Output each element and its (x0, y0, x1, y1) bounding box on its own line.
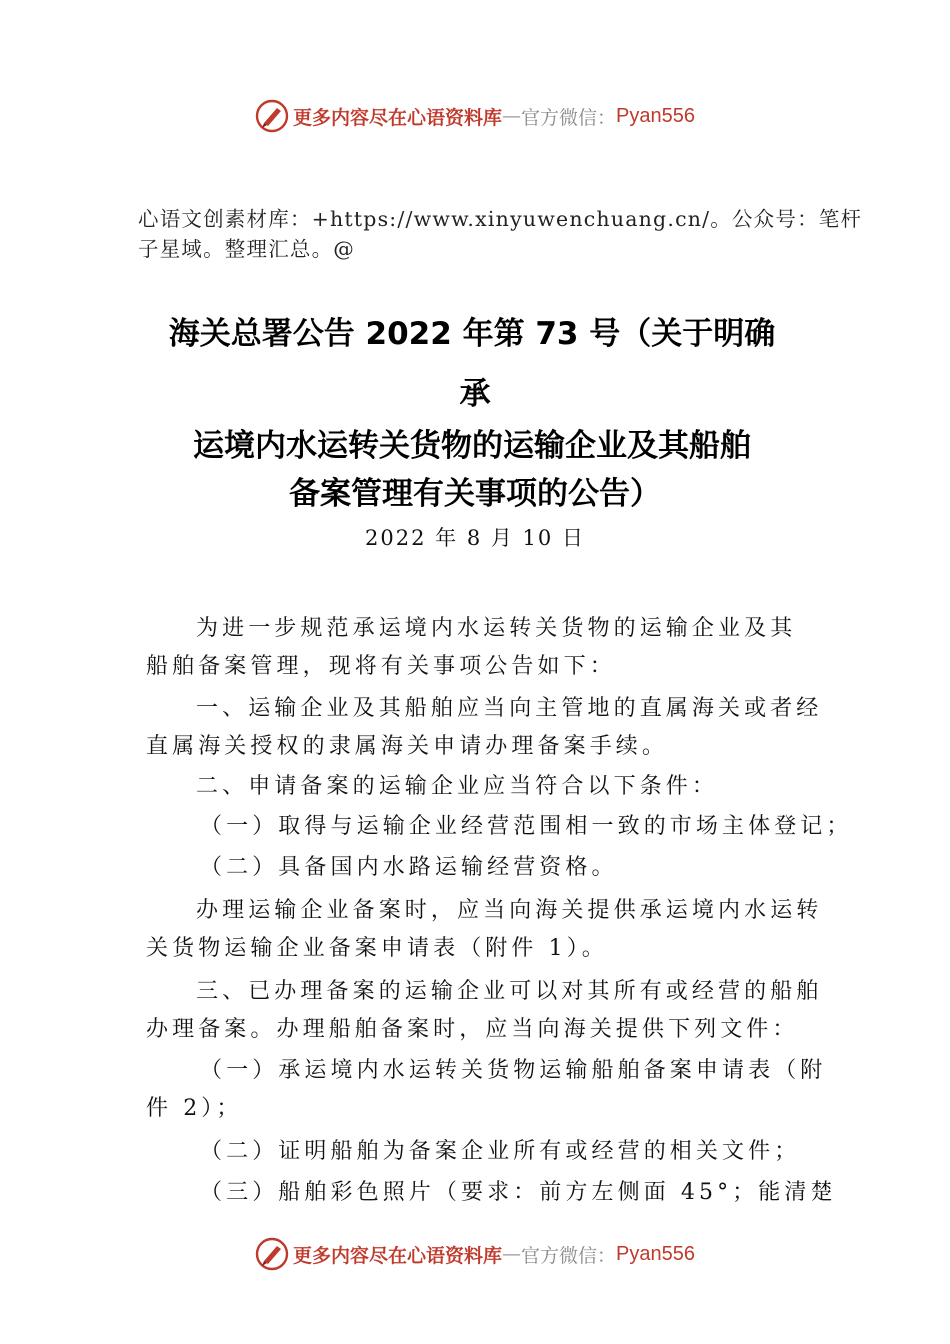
banner-wechat-id: Pyan556 (616, 104, 695, 127)
paragraph-2-line-1: 一、运输企业及其船舶应当向主管地的直属海关或者经 (196, 696, 823, 721)
paragraph-1-line-2: 船舶备案管理，现将有关事项公告如下： (146, 654, 616, 679)
paragraph-7-line-1: 三、已办理备案的运输企业可以对其所有或经营的船舶 (196, 979, 823, 1004)
header-banner (0, 96, 950, 136)
title-line-1: 海关总署公告 2022 年第 73 号（关于明确 (168, 316, 776, 352)
banner-separator: — (502, 1243, 522, 1265)
paragraph-8-line-1: （一）承运境内水运转关货物运输船舶备案申请表（附 (200, 1058, 827, 1083)
banner-separator: — (502, 105, 522, 127)
paragraph-5: （二）具备国内水路运输经营资格。 (200, 855, 618, 880)
title-line-4: 备案管理有关事项的公告） (289, 476, 661, 512)
banner-wechat-label: 官方微信： (521, 1244, 617, 1267)
banner-text: 更多内容尽在心语资料库 (293, 106, 503, 129)
paragraph-7-line-2: 办理备案。办理船舶备案时，应当向海关提供下列文件： (146, 1017, 799, 1042)
paragraph-9: （二）证明船舶为备案企业所有或经营的相关文件； (200, 1139, 801, 1164)
paragraph-6-line-1: 办理运输企业备案时，应当向海关提供承运境内水运转 (196, 898, 823, 923)
footer-banner (0, 1234, 950, 1274)
banner-text: 更多内容尽在心语资料库 (293, 1244, 503, 1267)
paragraph-8-line-2: 件 2）； (146, 1096, 243, 1121)
paragraph-1-line-1: 为进一步规范承运境内水运转关货物的运输企业及其 (196, 616, 797, 641)
paragraph-10: （三）船舶彩色照片（要求：前方左侧面 45°；能清楚 (200, 1180, 837, 1205)
paragraph-3: 二、申请备案的运输企业应当符合以下条件： (196, 774, 719, 799)
banner-wechat-label: 官方微信： (521, 106, 617, 129)
publish-date: 2022 年 8 月 10 日 (365, 526, 585, 550)
paragraph-2-line-2: 直属海关授权的隶属海关申请办理备案手续。 (146, 734, 669, 759)
title-line-2: 承 (459, 376, 491, 412)
banner-wechat-id: Pyan556 (616, 1242, 695, 1265)
source-note: 心语文创素材库：+https://www.xinyuwenchuang.cn/。公众号：笔杆子星域。整理汇总。@ (138, 207, 863, 261)
pen-logo-icon (255, 99, 289, 133)
paragraph-4: （一）取得与运输企业经营范围相一致的市场主体登记； (200, 814, 853, 839)
paragraph-6-line-2: 关货物运输企业备案申请表（附件 1）。 (146, 936, 608, 961)
pen-logo-icon (255, 1237, 289, 1271)
title-line-3: 运境内水运转关货物的运输企业及其船舶 (193, 428, 751, 464)
